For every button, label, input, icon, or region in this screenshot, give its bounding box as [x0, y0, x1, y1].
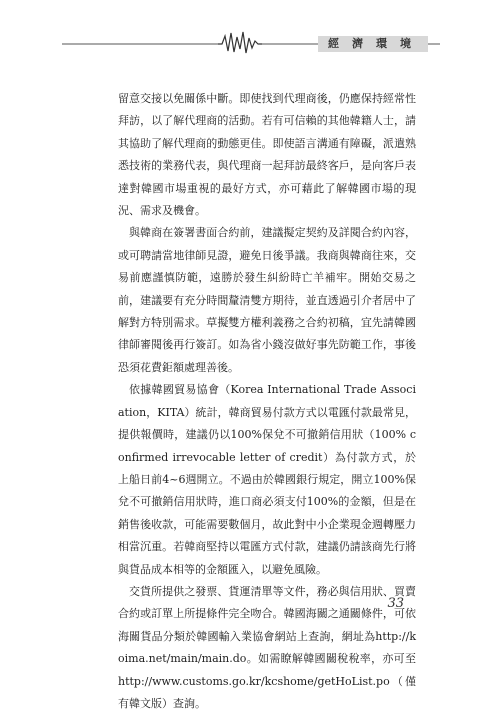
paragraph-1: 留意交接以免關係中斷。即使找到代理商後，仍應保持經常性拜訪，以了解代理商的活動。若有可信賴的其他韓籍人士，請其協助了解代理商的動態更佳。即使語言溝通有障礙，派遣熟悉技術的業務代表，與代理商一起拜訪最終客戶，是向客戶表達對韓國市場重視的最好方式，亦可藉此了解韓國市場的現況、需求及機會。	[118, 92, 416, 218]
body-text	[118, 88, 416, 715]
paragraph-3: 依據韓國貿易協會（Korea International Trade Association，KITA）統計，韓商貿易付款方式以電匯付款最常見，提供報價時，建議仍以100%保兌不可撤銷信用狀（100% confirmed irrevocable letter of credit）為付款方式，於上船日前4~6週開立。不過由於韓國銀行規定，開立100%保兌不可撤銷信用狀時，進口商必須支付100%的金額，但是在銷售後收款，可能需要數個月，故此對中小企業現金週轉壓力相當沉重。若韓商堅持以電匯方式付款，建議仍請該商先行將與貨品成本相等的金額匯入，以避免風險。	[118, 383, 416, 576]
section-title: 經濟環境	[318, 36, 428, 52]
page-header	[0, 28, 480, 58]
page-number: 33	[387, 596, 404, 611]
paragraph-4: 交貨所提供之發票、貨運清單等文件，務必與信用狀、買賣合約或訂單上所提條件完全吻合。韓國海關之通關條件，可依海關貨品分類於韓國輸入業協會網站上查詢，網址為http://koima.net/main/main.do。如需瞭解韓國關稅稅率，亦可至http://www.customs.go.kr/kcshome/getHoList.po（僅有韓文版）查詢。	[118, 584, 416, 710]
paragraph-2: 與韓商在簽署書面合約前，建議擬定契約及詳閱合約內容，或可聘請當地律師見證，避免日後爭議。我商與韓商往來，交易前應謹慎防範，遠勝於發生糾紛時亡羊補牢。開始交易之前，建議要有充分時間釐清雙方期待，並直透過引介者居中了解對方特別需求。草擬雙方權利義務之合約初稿，宜先請韓國律師審閱後再行簽訂。如為省小錢沒做好事先防範工作，事後恐須花費鉅額處理善後。	[118, 226, 416, 374]
